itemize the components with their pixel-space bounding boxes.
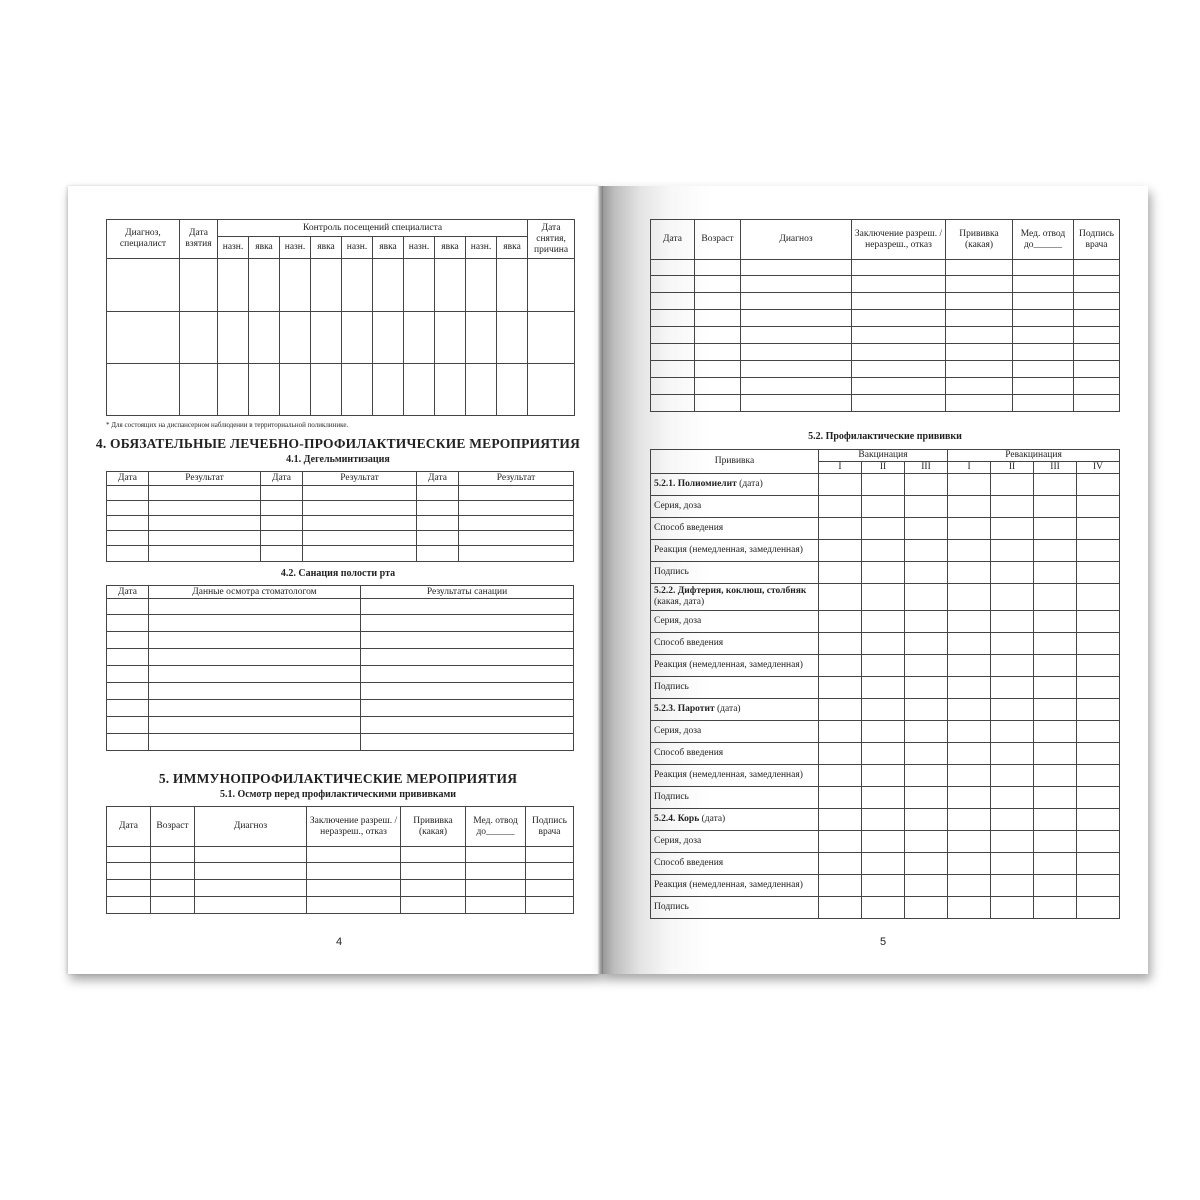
col-vaccination: Вакцинация xyxy=(819,450,948,462)
table-row xyxy=(651,809,1120,831)
table-row xyxy=(107,615,574,632)
table-row xyxy=(107,734,574,751)
pre-vaccination-exam-table xyxy=(106,806,574,914)
col-doctor-signature: Подпись врача xyxy=(526,807,574,847)
table-row xyxy=(107,364,575,416)
table-row xyxy=(107,683,574,700)
table-row: Способ введения xyxy=(651,633,1120,655)
table-row xyxy=(107,847,574,863)
col-dentist-data: Данные осмотра стоматологом xyxy=(149,586,361,599)
page-number: 5 xyxy=(880,936,887,948)
col-conclusion: Заключение разреш. / неразреш., отказ xyxy=(852,220,946,260)
col-vaccine: Прививка (какая) xyxy=(946,220,1013,260)
revacc-num: II xyxy=(991,462,1034,474)
table-row xyxy=(107,717,574,734)
group-heading: 5.2.2. Дифтерия, коклюш, столбняк (какая, дата) xyxy=(651,584,819,611)
col-result: Результат xyxy=(149,472,261,486)
col-vaccine: Прививка xyxy=(651,450,819,474)
table-row xyxy=(651,361,1120,378)
col-vaccine: Прививка (какая) xyxy=(401,807,466,847)
col-result: Результат xyxy=(459,472,574,486)
table-row: Серия, доза xyxy=(651,611,1120,633)
table-row xyxy=(107,880,574,897)
col-revaccination: Ревакцинация xyxy=(948,450,1120,462)
table-row xyxy=(107,546,574,562)
header-date-taken: Дата взятия xyxy=(180,220,218,259)
table-row: Серия, доза xyxy=(651,831,1120,853)
table-row xyxy=(107,666,574,683)
page-number: 4 xyxy=(336,936,343,948)
table-row xyxy=(107,531,574,546)
table-row xyxy=(107,599,574,615)
deworming-table xyxy=(106,471,574,562)
visit-col: явка xyxy=(497,237,528,259)
table-row xyxy=(651,344,1120,361)
table-row xyxy=(651,260,1120,276)
vaccinations-table xyxy=(650,449,1120,919)
header-diagnosis: Диагноз, специалист xyxy=(107,220,180,259)
col-date: Дата xyxy=(107,472,149,486)
book-spine xyxy=(597,186,603,974)
table-row xyxy=(107,501,574,516)
visit-col: явка xyxy=(435,237,466,259)
table-row: Подпись xyxy=(651,562,1120,584)
col-age: Возраст xyxy=(151,807,195,847)
table-row: Способ введения xyxy=(651,743,1120,765)
visit-col: назн. xyxy=(218,237,249,259)
header-visit-control: Контроль посещений специалиста xyxy=(218,220,528,237)
table-row: Реакция (немедленная, замедленная) xyxy=(651,765,1120,787)
table-row xyxy=(651,584,1120,611)
table-row: Реакция (немедленная, замедленная) xyxy=(651,655,1120,677)
table-row xyxy=(107,486,574,501)
revacc-num: I xyxy=(948,462,991,474)
table-row: Подпись xyxy=(651,677,1120,699)
table-row xyxy=(107,632,574,649)
table-row xyxy=(651,378,1120,395)
table-row: Реакция (немедленная, замедленная) xyxy=(651,540,1120,562)
visit-col: явка xyxy=(249,237,280,259)
table-row: Способ введения xyxy=(651,518,1120,540)
section-4-1-title: 4.1. Дегельминтизация xyxy=(286,454,390,465)
revacc-num: IV xyxy=(1077,462,1120,474)
table-row xyxy=(651,310,1120,327)
header-date-removed: Дата снятия, причина xyxy=(528,220,575,259)
col-sanation-results: Результаты санации xyxy=(361,586,574,599)
pre-vaccination-exam-table-continued xyxy=(650,219,1120,412)
col-med-exemption: Мед. отвод до______ xyxy=(1013,220,1074,260)
table-row: Серия, доза xyxy=(651,496,1120,518)
right-page xyxy=(600,186,1148,974)
visit-col: назн. xyxy=(280,237,311,259)
table-row xyxy=(107,312,575,364)
table-row xyxy=(107,516,574,531)
section-5-title: 5. ИММУНОПРОФИЛАКТИЧЕСКИЕ МЕРОПРИЯТИЯ xyxy=(158,771,518,786)
group-heading: 5.2.3. Паротит (дата) xyxy=(651,699,819,721)
section-5-1-title: 5.1. Осмотр перед профилактическими прививками xyxy=(219,789,457,800)
table-row: Подпись xyxy=(651,897,1120,919)
table-row xyxy=(107,700,574,717)
table-row xyxy=(651,699,1120,721)
col-doctor-signature: Подпись врача xyxy=(1074,220,1120,260)
footnote: * Для состоящих на диспансерном наблюдении в территориальной поликлинике. xyxy=(106,421,349,429)
table-row xyxy=(107,897,574,914)
table-row: Способ введения xyxy=(651,853,1120,875)
section-4-2-title: 4.2. Санация полости рта xyxy=(280,568,396,579)
col-date: Дата xyxy=(107,586,149,599)
col-date: Дата xyxy=(261,472,303,486)
table-row: Реакция (немедленная, замедленная) xyxy=(651,875,1120,897)
section-4-title: 4. ОБЯЗАТЕЛЬНЫЕ ЛЕЧЕБНО-ПРОФИЛАКТИЧЕСКИЕ МЕРОПРИЯТИЯ xyxy=(95,436,581,451)
visit-col: явка xyxy=(373,237,404,259)
visit-col: назн. xyxy=(342,237,373,259)
table-row xyxy=(107,649,574,666)
section-5-2-title: 5.2. Профилактические прививки xyxy=(808,431,962,442)
col-conclusion: Заключение разреш. / неразреш., отказ xyxy=(307,807,401,847)
col-date: Дата xyxy=(651,220,695,260)
col-med-exemption: Мед. отвод до______ xyxy=(466,807,526,847)
col-diagnosis: Диагноз xyxy=(741,220,852,260)
specialist-visits-table xyxy=(106,219,575,416)
vacc-num: I xyxy=(819,462,862,474)
col-date: Дата xyxy=(417,472,459,486)
oral-sanation-table xyxy=(106,585,574,751)
col-age: Возраст xyxy=(695,220,741,260)
table-row: Подпись xyxy=(651,787,1120,809)
left-page xyxy=(68,186,600,974)
col-result: Результат xyxy=(303,472,417,486)
table-row xyxy=(651,327,1120,344)
col-diagnosis: Диагноз xyxy=(195,807,307,847)
group-heading: 5.2.4. Корь (дата) xyxy=(651,809,819,831)
table-row: Серия, доза xyxy=(651,721,1120,743)
visit-col: назн. xyxy=(466,237,497,259)
vacc-num: III xyxy=(905,462,948,474)
table-row xyxy=(651,395,1120,412)
table-row xyxy=(107,863,574,880)
table-row xyxy=(651,474,1120,496)
col-date: Дата xyxy=(107,807,151,847)
table-row xyxy=(651,293,1120,310)
table-row xyxy=(651,276,1120,293)
visit-col: явка xyxy=(311,237,342,259)
revacc-num: III xyxy=(1034,462,1077,474)
vacc-num: II xyxy=(862,462,905,474)
group-heading: 5.2.1. Полиомиелит (дата) xyxy=(651,474,819,496)
visit-col: назн. xyxy=(404,237,435,259)
table-row xyxy=(107,259,575,312)
